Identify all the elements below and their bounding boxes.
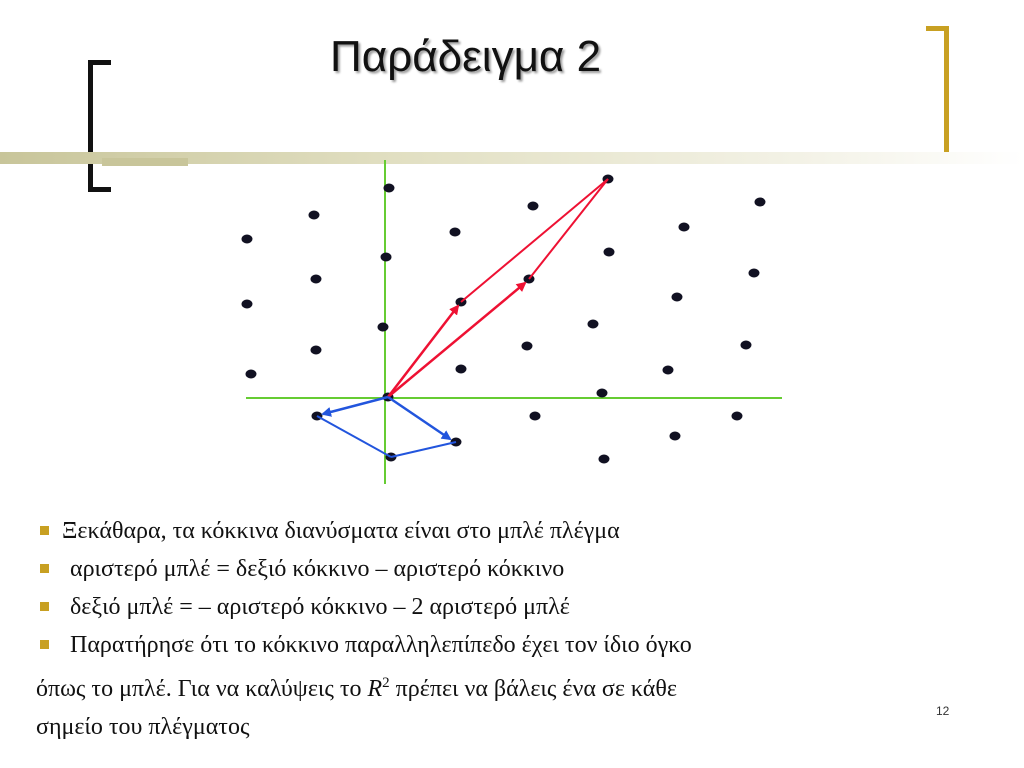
bullet-text: αριστερό μπλέ = δεξιό κόκκινο – αριστερό κόκκινο [70,556,565,582]
lattice-point [311,275,322,284]
bullet-item [36,550,976,588]
bullet-list [36,512,976,746]
bullet-square-icon [40,640,49,649]
lattice-point [381,253,392,262]
lattice-point [522,342,533,351]
lattice-point [741,341,752,350]
lattice-diagram [200,160,800,490]
lattice-point [732,412,743,421]
lattice-point [597,389,608,398]
lattice-point [530,412,541,421]
bullet-square-icon [40,564,49,573]
right-bracket-decoration [926,26,949,160]
blue-edge [317,416,391,457]
lattice-point [588,320,599,329]
continuation-text: όπως το μπλέ. Για να καλύψεις το [36,676,368,702]
lattice-point [528,202,539,211]
blue-edge [391,442,456,457]
bullet-continuation-line [36,664,976,708]
red-vector-left [388,306,458,397]
lattice-point [309,211,320,220]
bullet-continuation-line [36,708,976,746]
math-symbol-r: R [367,676,383,702]
lattice-point [670,432,681,441]
lattice-point [246,370,257,379]
red-edge [529,179,608,279]
lattice-point [450,228,461,237]
lattice-point [599,455,610,464]
blue-vector-right [388,397,450,439]
lattice-point [604,248,615,257]
lattice-point [755,198,766,207]
blue-vector-left [323,397,388,414]
lattice-point [311,346,322,355]
continuation-text: σημείο του πλέγματος [36,714,250,740]
bullet-square-icon [40,526,49,535]
lattice-point [378,323,389,332]
left-bracket-decoration [88,60,111,192]
lattice-point [242,235,253,244]
bullet-item [36,626,976,664]
red-parallelogram [388,179,608,397]
lattice-points [242,175,766,464]
slide-title: Παράδειγμα 2 [330,32,602,81]
lattice-point [749,269,760,278]
bullet-item [36,588,976,626]
red-edge [461,179,608,302]
blue-parallelogram [317,397,456,457]
lattice-point [663,366,674,375]
lattice-point [384,184,395,193]
continuation-text: πρέπει να βάλεις ένα σε κάθε [389,676,677,702]
bullet-text: Ξεκάθαρα, τα κόκκινα διανύσματα είναι στο μπλέ πλέγμα [62,518,620,544]
bullet-text: Παρατήρησε ότι το κόκκινο παραλληλεπίπεδο έχει τον ίδιο όγκο [70,632,692,658]
math-superscript: 2 [382,675,390,691]
page-number: 12 [936,704,950,718]
header-divider-notch [102,158,188,166]
lattice-point [672,293,683,302]
lattice-point [242,300,253,309]
bullet-square-icon [40,602,49,611]
bullet-text: δεξιό μπλέ = – αριστερό κόκκινο – 2 αριστερό μπλέ [70,594,570,620]
lattice-point [456,365,467,374]
lattice-point [679,223,690,232]
bullet-item [36,512,976,550]
